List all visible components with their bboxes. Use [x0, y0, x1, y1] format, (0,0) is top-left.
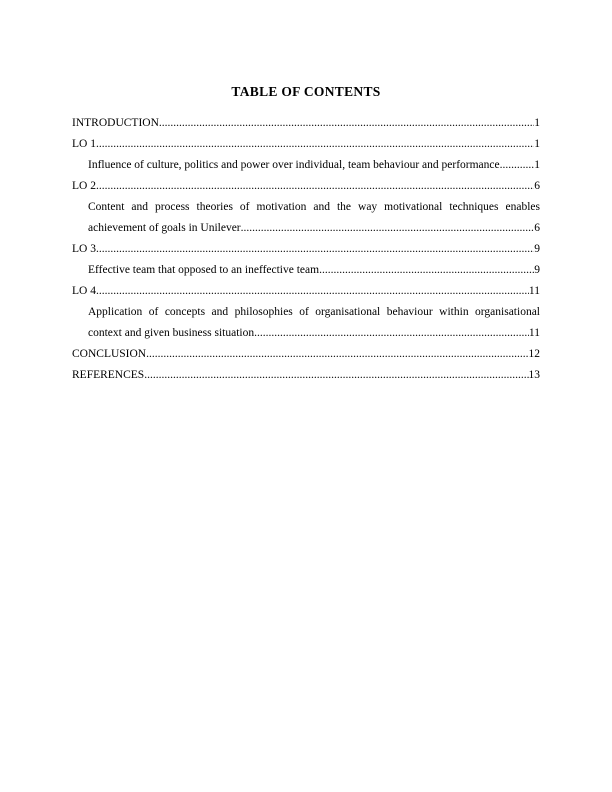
toc-entry-lo2-sub[interactable]	[72, 197, 540, 239]
toc-entry-label-line2: context and given business situation	[88, 327, 255, 339]
toc-page-number: 13	[528, 369, 540, 381]
toc-entry-label: LO 2	[72, 180, 96, 192]
dot-leader	[254, 323, 529, 344]
dot-leader	[96, 281, 529, 302]
toc-page-number: 1	[534, 138, 540, 150]
toc-entry-label: Influence of culture, politics and power over individual, team behaviour and performance	[88, 159, 500, 171]
dot-leader	[96, 239, 534, 260]
toc-entry-lo1[interactable]	[72, 134, 540, 155]
toc-page-number: 6	[534, 180, 540, 192]
toc-page-number: 1	[534, 159, 540, 171]
toc-page-number: 11	[528, 285, 540, 297]
toc-page-number: 1	[534, 117, 540, 129]
toc-entry-introduction[interactable]	[72, 113, 540, 134]
toc-page-number: 11	[528, 327, 540, 339]
toc-entry-lo3[interactable]	[72, 239, 540, 260]
toc-entry-lo3-sub[interactable]	[72, 260, 540, 281]
dot-leader	[500, 155, 535, 176]
toc-entry-lo4-sub[interactable]	[72, 302, 540, 344]
toc-entry-lo2[interactable]	[72, 176, 540, 197]
toc-entry-label-line1: Application of concepts and philosophies of organisational behaviour within organisational	[88, 306, 540, 318]
toc-entry-lo1-sub[interactable]	[72, 155, 540, 176]
toc-entry-conclusion[interactable]	[72, 344, 540, 365]
dot-leader	[159, 113, 534, 134]
toc-entry-label: Effective team that opposed to an ineffective team	[88, 264, 320, 276]
toc-entry-lo4[interactable]	[72, 281, 540, 302]
table-of-contents	[72, 113, 540, 386]
toc-entry-label: LO 4	[72, 285, 96, 297]
toc-title: TABLE OF CONTENTS	[231, 84, 381, 99]
toc-page-number: 12	[528, 348, 540, 360]
toc-entry-references[interactable]	[72, 365, 540, 386]
dot-leader	[319, 260, 534, 281]
toc-entry-label: LO 3	[72, 243, 96, 255]
dot-leader	[144, 365, 528, 386]
dot-leader	[241, 218, 535, 239]
toc-entry-label: CONCLUSION	[72, 348, 147, 360]
toc-entry-label: REFERENCES	[72, 369, 145, 381]
toc-page-number: 9	[534, 264, 540, 276]
toc-entry-label-line1: Content and process theories of motivation and the way motivational techniques enables	[88, 201, 540, 213]
toc-page-number: 6	[534, 222, 540, 234]
toc-entry-label: LO 1	[72, 138, 96, 150]
toc-entry-label: INTRODUCTION	[72, 117, 159, 129]
dot-leader	[96, 134, 534, 155]
toc-page-number: 9	[534, 243, 540, 255]
toc-entry-label-line2: achievement of goals in Unilever	[88, 222, 241, 234]
dot-leader	[96, 176, 534, 197]
dot-leader	[146, 344, 528, 365]
